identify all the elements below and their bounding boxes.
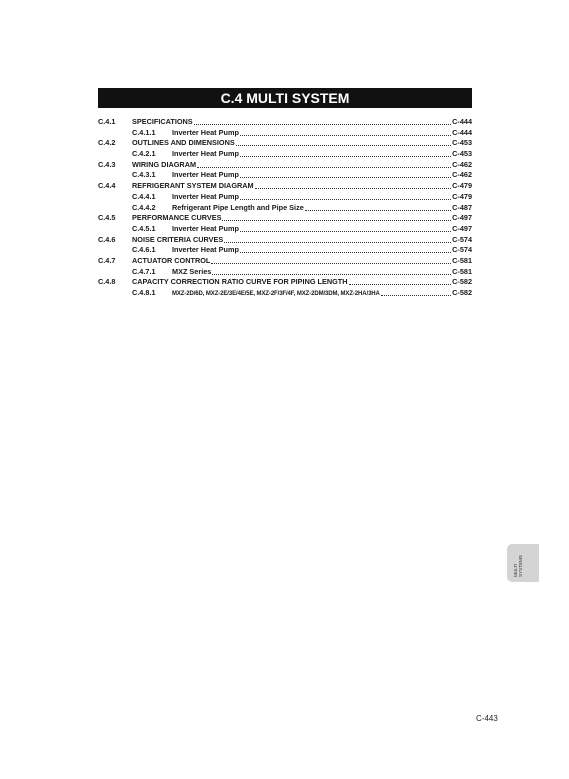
toc-entry-label: REFRIGERANT SYSTEM DIAGRAM: [132, 181, 254, 191]
toc-entry-page: C-487: [452, 202, 472, 212]
toc-entry[interactable]: [98, 267, 472, 278]
toc-entry-number: C.4.3.1: [132, 170, 156, 180]
toc-entry-label: WIRING DIAGRAM: [132, 159, 197, 169]
toc-entry-body: [172, 288, 472, 300]
toc-leader-dots: [224, 235, 451, 243]
toc-entry-page: C-444: [452, 127, 472, 137]
side-tab-line-2: SYSTEMS: [518, 555, 524, 577]
toc-entry-label: MXZ Series: [172, 266, 212, 276]
toc-entry[interactable]: [98, 235, 472, 246]
toc-entry-number: C.4.2: [98, 138, 116, 148]
toc-leader-dots: [194, 117, 451, 125]
toc-entry-page: C-574: [452, 245, 472, 255]
toc-leader-dots: [222, 213, 451, 221]
toc-entry-page: C-444: [452, 117, 472, 126]
toc-entry[interactable]: [98, 288, 472, 299]
toc-entry-label: ACTUATOR CONTROL: [132, 255, 211, 265]
toc-entry[interactable]: [98, 117, 472, 128]
toc-entry[interactable]: [98, 160, 472, 171]
toc-leader-dots: [305, 203, 451, 211]
toc-leader-dots: [381, 288, 451, 296]
toc-entry-body: [172, 203, 472, 214]
toc-entry-number: C.4.5: [98, 213, 116, 223]
toc-entry-page: C-497: [452, 213, 472, 223]
toc-entry-page: C-453: [452, 149, 472, 159]
side-tab-line-1: MULTI: [513, 563, 518, 577]
toc-entry-number: C.4.8: [98, 277, 116, 287]
toc-entry-page: C-462: [452, 170, 472, 180]
toc-entry-number: C.4.2.1: [132, 149, 156, 159]
toc-entry[interactable]: [98, 149, 472, 160]
toc-entry-label: OUTLINES AND DIMENSIONS: [132, 138, 235, 148]
toc-entry-number: C.4.4: [98, 181, 116, 191]
page-number: C-443: [476, 714, 498, 723]
toc-entry[interactable]: [98, 277, 472, 288]
toc-entry-label: Inverter Heat Pump: [172, 149, 239, 159]
toc-entry-number: C.4.1: [98, 117, 116, 126]
toc-entry-label: SPECIFICATIONS: [132, 117, 193, 126]
toc-entry-body: [132, 256, 472, 267]
toc-entry-label: PERFORMANCE CURVES: [132, 213, 222, 223]
toc-entry[interactable]: [98, 192, 472, 203]
toc-entry-label: Inverter Heat Pump: [172, 223, 239, 233]
toc-entry-number: C.4.5.1: [132, 223, 156, 233]
toc-entry-body: [172, 149, 472, 160]
toc-entry-body: [132, 213, 472, 224]
toc-leader-dots: [212, 267, 451, 275]
toc-leader-dots: [197, 160, 451, 168]
toc-entry-page: C-582: [452, 288, 472, 297]
toc-entry-body: [172, 128, 472, 139]
toc-entry-body: [132, 235, 472, 246]
toc-entry-page: C-574: [452, 234, 472, 244]
toc-entry-label: Inverter Heat Pump: [172, 170, 239, 180]
toc-leader-dots: [240, 128, 451, 136]
toc-entry-body: [172, 245, 472, 256]
toc-leader-dots: [240, 245, 451, 253]
toc-leader-dots: [236, 138, 451, 146]
toc-leader-dots: [240, 149, 451, 157]
toc-entry[interactable]: [98, 128, 472, 139]
toc-entry-page: C-581: [452, 255, 472, 265]
toc-leader-dots: [240, 224, 451, 232]
toc-entry-page: C-479: [452, 181, 472, 191]
toc-entry-body: [172, 170, 472, 181]
toc-entry[interactable]: [98, 213, 472, 224]
toc-entry[interactable]: [98, 224, 472, 235]
toc-entry[interactable]: [98, 203, 472, 214]
toc-entry[interactable]: [98, 256, 472, 267]
toc-entry-label: Refrigerant Pipe Length and Pipe Size: [172, 202, 304, 212]
toc-entry-number: C.4.4.2: [132, 202, 156, 212]
toc-entry-body: [132, 181, 472, 192]
section-title: C.4 MULTI SYSTEM: [98, 88, 472, 108]
toc-entry-label: NOISE CRITERIA CURVES: [132, 234, 224, 244]
toc-entry-body: [172, 192, 472, 203]
toc-entry-body: [132, 160, 472, 171]
toc-entry[interactable]: [98, 181, 472, 192]
toc-entry-number: C.4.8.1: [132, 288, 156, 297]
toc-entry-number: C.4.7.1: [132, 266, 156, 276]
toc-entry-number: C.4.6: [98, 234, 116, 244]
toc-entry-number: C.4.3: [98, 159, 116, 169]
toc-entry-number: C.4.7: [98, 255, 116, 265]
toc-entry[interactable]: [98, 170, 472, 181]
toc-leader-dots: [211, 256, 451, 264]
toc-entry-page: C-479: [452, 191, 472, 201]
toc-leader-dots: [240, 170, 451, 178]
toc-leader-dots: [240, 192, 451, 200]
toc-entry-number: C.4.6.1: [132, 245, 156, 255]
toc-entry-label: Inverter Heat Pump: [172, 191, 239, 201]
toc-entry-body: [132, 138, 472, 149]
toc-entry-page: C-453: [452, 138, 472, 148]
section-side-tab: [507, 544, 539, 582]
toc-entry-body: [132, 277, 472, 288]
toc-entry-label: Inverter Heat Pump: [172, 245, 239, 255]
side-tab-label: [513, 555, 523, 577]
toc-entry-page: C-462: [452, 159, 472, 169]
toc-leader-dots: [255, 181, 452, 189]
toc-entry[interactable]: [98, 138, 472, 149]
toc-entry-label: CAPACITY CORRECTION RATIO CURVE FOR PIPING LENGTH: [132, 277, 348, 287]
toc-entry-body: [172, 224, 472, 235]
toc-entry-body: [132, 117, 472, 128]
toc-entry-label: Inverter Heat Pump: [172, 127, 239, 137]
toc-entry-page: C-582: [452, 277, 472, 287]
toc-entry-body: [172, 267, 472, 278]
toc-entry-number: C.4.4.1: [132, 191, 156, 201]
toc-entry-page: C-497: [452, 223, 472, 233]
toc-entry-label: MXZ-2D/6D, MXZ-2E/3E/4E/5E, MXZ-2F/3F/4F, MXZ-2DM/3DM, MXZ-2HA/3HA: [172, 291, 380, 297]
toc-entry[interactable]: [98, 245, 472, 256]
toc-entry-page: C-581: [452, 266, 472, 276]
toc-leader-dots: [349, 277, 452, 285]
toc-entry-number: C.4.1.1: [132, 127, 156, 137]
table-of-contents: [98, 117, 472, 299]
